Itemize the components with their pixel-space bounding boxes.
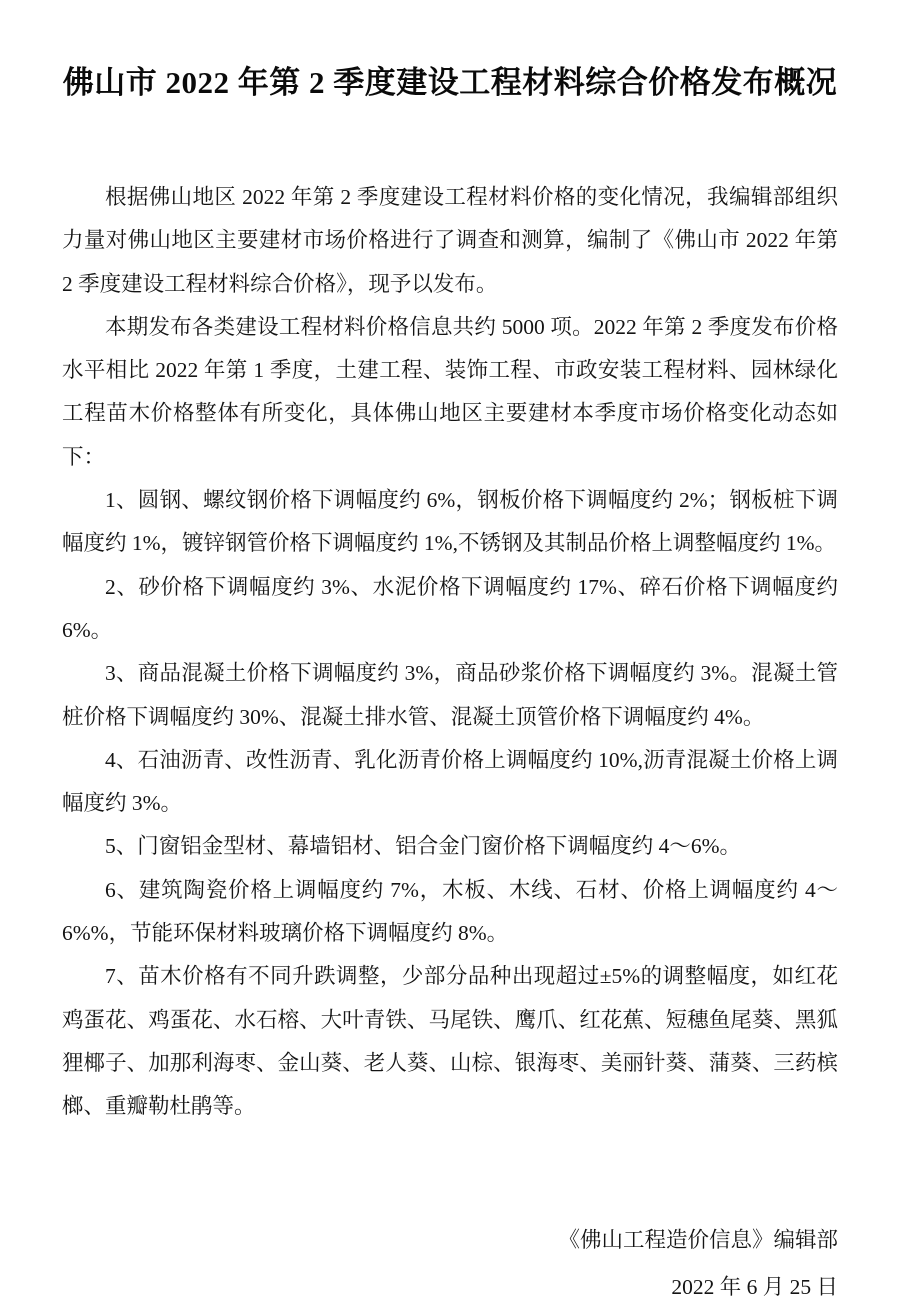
item-6-ceramics: 6、建筑陶瓷价格上调幅度约 7%，木板、木线、石材、价格上调幅度约 4～6%%，节能环保材料玻璃价格下调幅度约 8%。 bbox=[62, 877, 838, 946]
signature-block bbox=[62, 1217, 838, 1311]
item-2-sand-cement: 2、砂价格下调幅度约 3%、水泥价格下调幅度约 17%、碎石价格下调幅度约 6%。 bbox=[62, 574, 838, 642]
intro-paragraph: 根据佛山地区 2022 年第 2 季度建设工程材料价格的变化情况，我编辑部组织力量对佛山地区主要建材市场价格进行了调查和测算，编制了《佛山市 2022 年第 2 季度建设工程材料综合价格》，现予以发布。 bbox=[62, 185, 838, 296]
signature-line: 《佛山工程造价信息》编辑部 bbox=[558, 1227, 838, 1252]
item-3-concrete: 3、商品混凝土价格下调幅度约 3%，商品砂浆价格下调幅度约 3%。混凝土管桩价格下调幅度约 30%、混凝土排水管、混凝土顶管价格下调幅度约 4%。 bbox=[62, 661, 838, 729]
summary-paragraph: 本期发布各类建设工程材料价格信息共约 5000 项。2022 年第 2 季度发布价格水平相比 2022 年第 1 季度，土建工程、装饰工程、市政安装工程材料、园林绿化工程苗木价格整体有所变化，具体佛山地区主要建材本季度市场价格变化动态如下： bbox=[62, 314, 838, 469]
date-line: 2022 年 6 月 25 日 bbox=[671, 1274, 838, 1299]
item-1-steel: 1、圆钢、螺纹钢价格下调幅度约 6%，钢板价格下调幅度约 2%；钢板桩下调幅度约 1%，镀锌钢管价格下调幅度约 1%,不锈钢及其制品价格上调整幅度约 1%。 bbox=[62, 488, 838, 556]
document-body bbox=[62, 176, 838, 1129]
item-4-asphalt: 4、石油沥青、改性沥青、乳化沥青价格上调幅度约 10%,沥青混凝土价格上调幅度约 3%。 bbox=[62, 747, 838, 816]
item-7-seedlings: 7、苗木价格有不同升跌调整，少部分品种出现超过±5%的调整幅度，如红花鸡蛋花、鸡蛋花、水石榕、大叶青铁、马尾铁、鹰爪、红花蕉、短穗鱼尾葵、黑狐狸椰子、加那利海枣、金山葵、老人葵、山棕、银海枣、美丽针葵、蒲葵、三药槟榔、重瓣勒杜鹃等。 bbox=[62, 964, 838, 1119]
document-title: 佛山市 2022 年第 2 季度建设工程材料综合价格发布概况 bbox=[62, 65, 838, 100]
item-5-aluminum: 5、门窗铝金型材、幕墙铝材、铝合金门窗价格下调幅度约 4～6%。 bbox=[105, 834, 742, 859]
